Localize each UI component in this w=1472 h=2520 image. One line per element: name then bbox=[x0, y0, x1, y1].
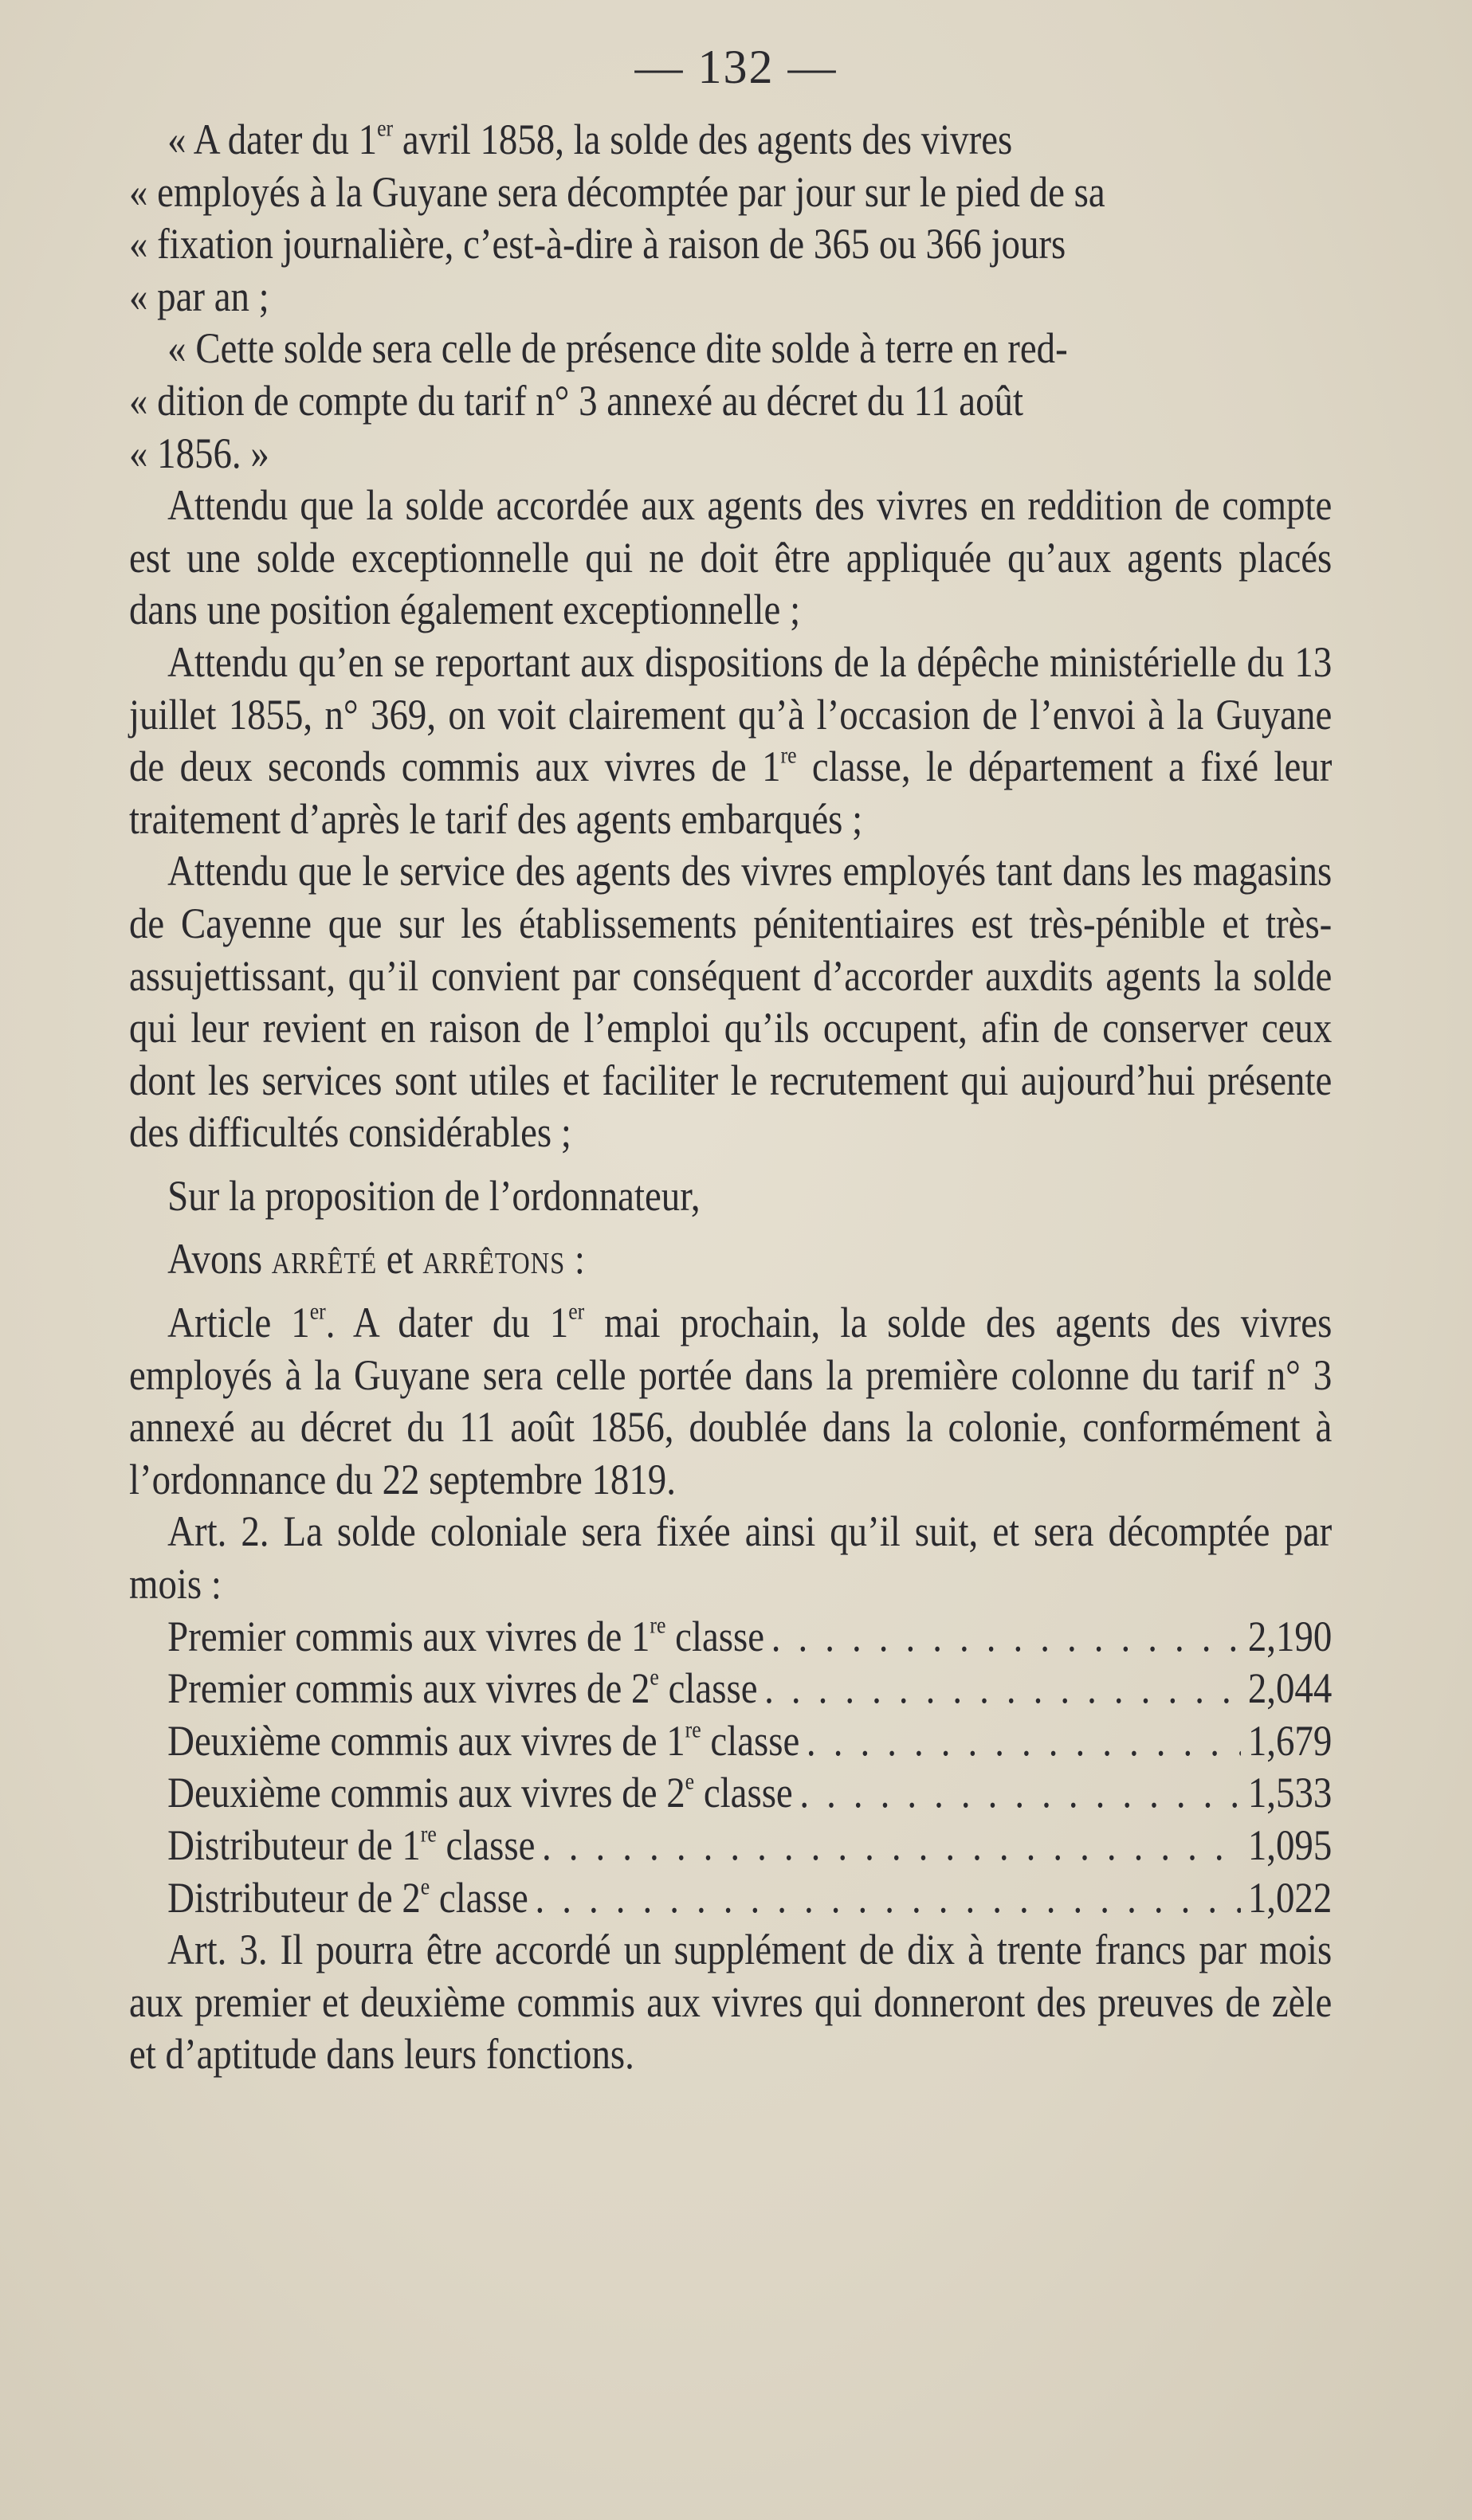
tarif-table bbox=[129, 1610, 1332, 1924]
considerant-paragraph: Attendu que le service des agents des vivres employés tant dans les magasins de Cayenne que sur les établissements pénitentiaires est très-pénible et très-assujettissant, qu’il convient par conséquent d’accorder auxdits agents la solde qui leur revient en raison de l’emploi qu’ils occupent, afin de conserver ceux dont les services sont utiles et faciliter le recrutement qui aujourd’hui présente des difficultés considérables ; bbox=[129, 846, 1333, 1157]
article-3: Art. 3. Il pourra être accordé un supplément de dix à trente francs par mois aux premier et deuxième commis aux vivres qui donneront des preuves de zèle et d’aptitude dans leurs fonctions. bbox=[129, 1925, 1333, 2079]
tarif-value: 1,679 bbox=[1247, 1715, 1333, 1765]
tarif-value: 1,095 bbox=[1247, 1820, 1333, 1869]
tarif-value: 1,022 bbox=[1247, 1872, 1333, 1922]
tarif-value: 2,190 bbox=[1247, 1611, 1333, 1660]
article-2: Art. 2. La solde coloniale sera fixée ainsi qu’il suit, et sera décomptée par mois : bbox=[129, 1507, 1333, 1609]
tarif-row: Distributeur de 1re classe . . . 1,095 bbox=[129, 1819, 1332, 1871]
article-1: Article 1er. A dater du 1er mai prochain, la solde des agents des vivres employés à la Guyane sera celle portée dans la première colonne du tarif n° 3 annexé au décret du 11 août 1856, doublée dans la colonie, conformément à l’ordonnance du 22 septembre 1819. bbox=[129, 1298, 1333, 1503]
quote-line: « Cette solde sera celle de présence dite solde à terre en red- bbox=[167, 323, 1068, 373]
quote-line: « employés à la Guyane sera décomptée par jour sur le pied de sa bbox=[129, 167, 1105, 216]
tarif-row: Deuxième commis aux vivres de 2e classe . . . 1,533 bbox=[129, 1766, 1332, 1819]
page-number: — 132 — bbox=[634, 41, 838, 93]
considerant-paragraph: Attendu que la solde accordée aux agents des vivres en reddition de compte est une solde exceptionnelle qui ne doit être appliquée qu’aux agents placés dans une position également exceptionnelle ; bbox=[129, 480, 1333, 634]
considerant-paragraph: Attendu qu’en se reportant aux dispositions de la dépêche ministérielle du 13 juillet 1855, n° 369, on voit clairement qu’à l’occasion de l’envoi à la Guyane de deux seconds commis aux vivres de 1re classe, le département a fixé leur traitement d’après le tarif des agents embarqués ; bbox=[129, 637, 1333, 843]
quote-line: « fixation journalière, c’est-à-dire à raison de 365 ou 366 jours bbox=[129, 219, 1066, 268]
proposition-line: Sur la proposition de l’ordonnateur, bbox=[167, 1170, 701, 1220]
tarif-value: 1,533 bbox=[1247, 1768, 1333, 1817]
quote-line: « A dater du 1er avril 1858, la solde des agents des vivres bbox=[167, 115, 1013, 163]
page-body bbox=[129, 113, 1332, 2080]
tarif-row: Premier commis aux vivres de 1re classe . . . 2,190 bbox=[129, 1610, 1332, 1663]
tarif-value: 2,044 bbox=[1247, 1664, 1333, 1713]
quote-line: « par an ; bbox=[129, 271, 269, 320]
quote-line: « dition de compte du tarif n° 3 annexé au décret du 11 août bbox=[129, 375, 1024, 425]
tarif-row: Deuxième commis aux vivres de 1re classe . . . 1,679 bbox=[129, 1715, 1332, 1767]
tarif-row: Premier commis aux vivres de 2e classe . . . 2,044 bbox=[129, 1662, 1332, 1715]
avons-arrete-line: Avons arrêté et arrêtons : bbox=[167, 1234, 585, 1284]
tarif-row: Distributeur de 2e classe . . . 1,022 bbox=[129, 1871, 1332, 1924]
quote-line: « 1856. » bbox=[129, 428, 269, 477]
